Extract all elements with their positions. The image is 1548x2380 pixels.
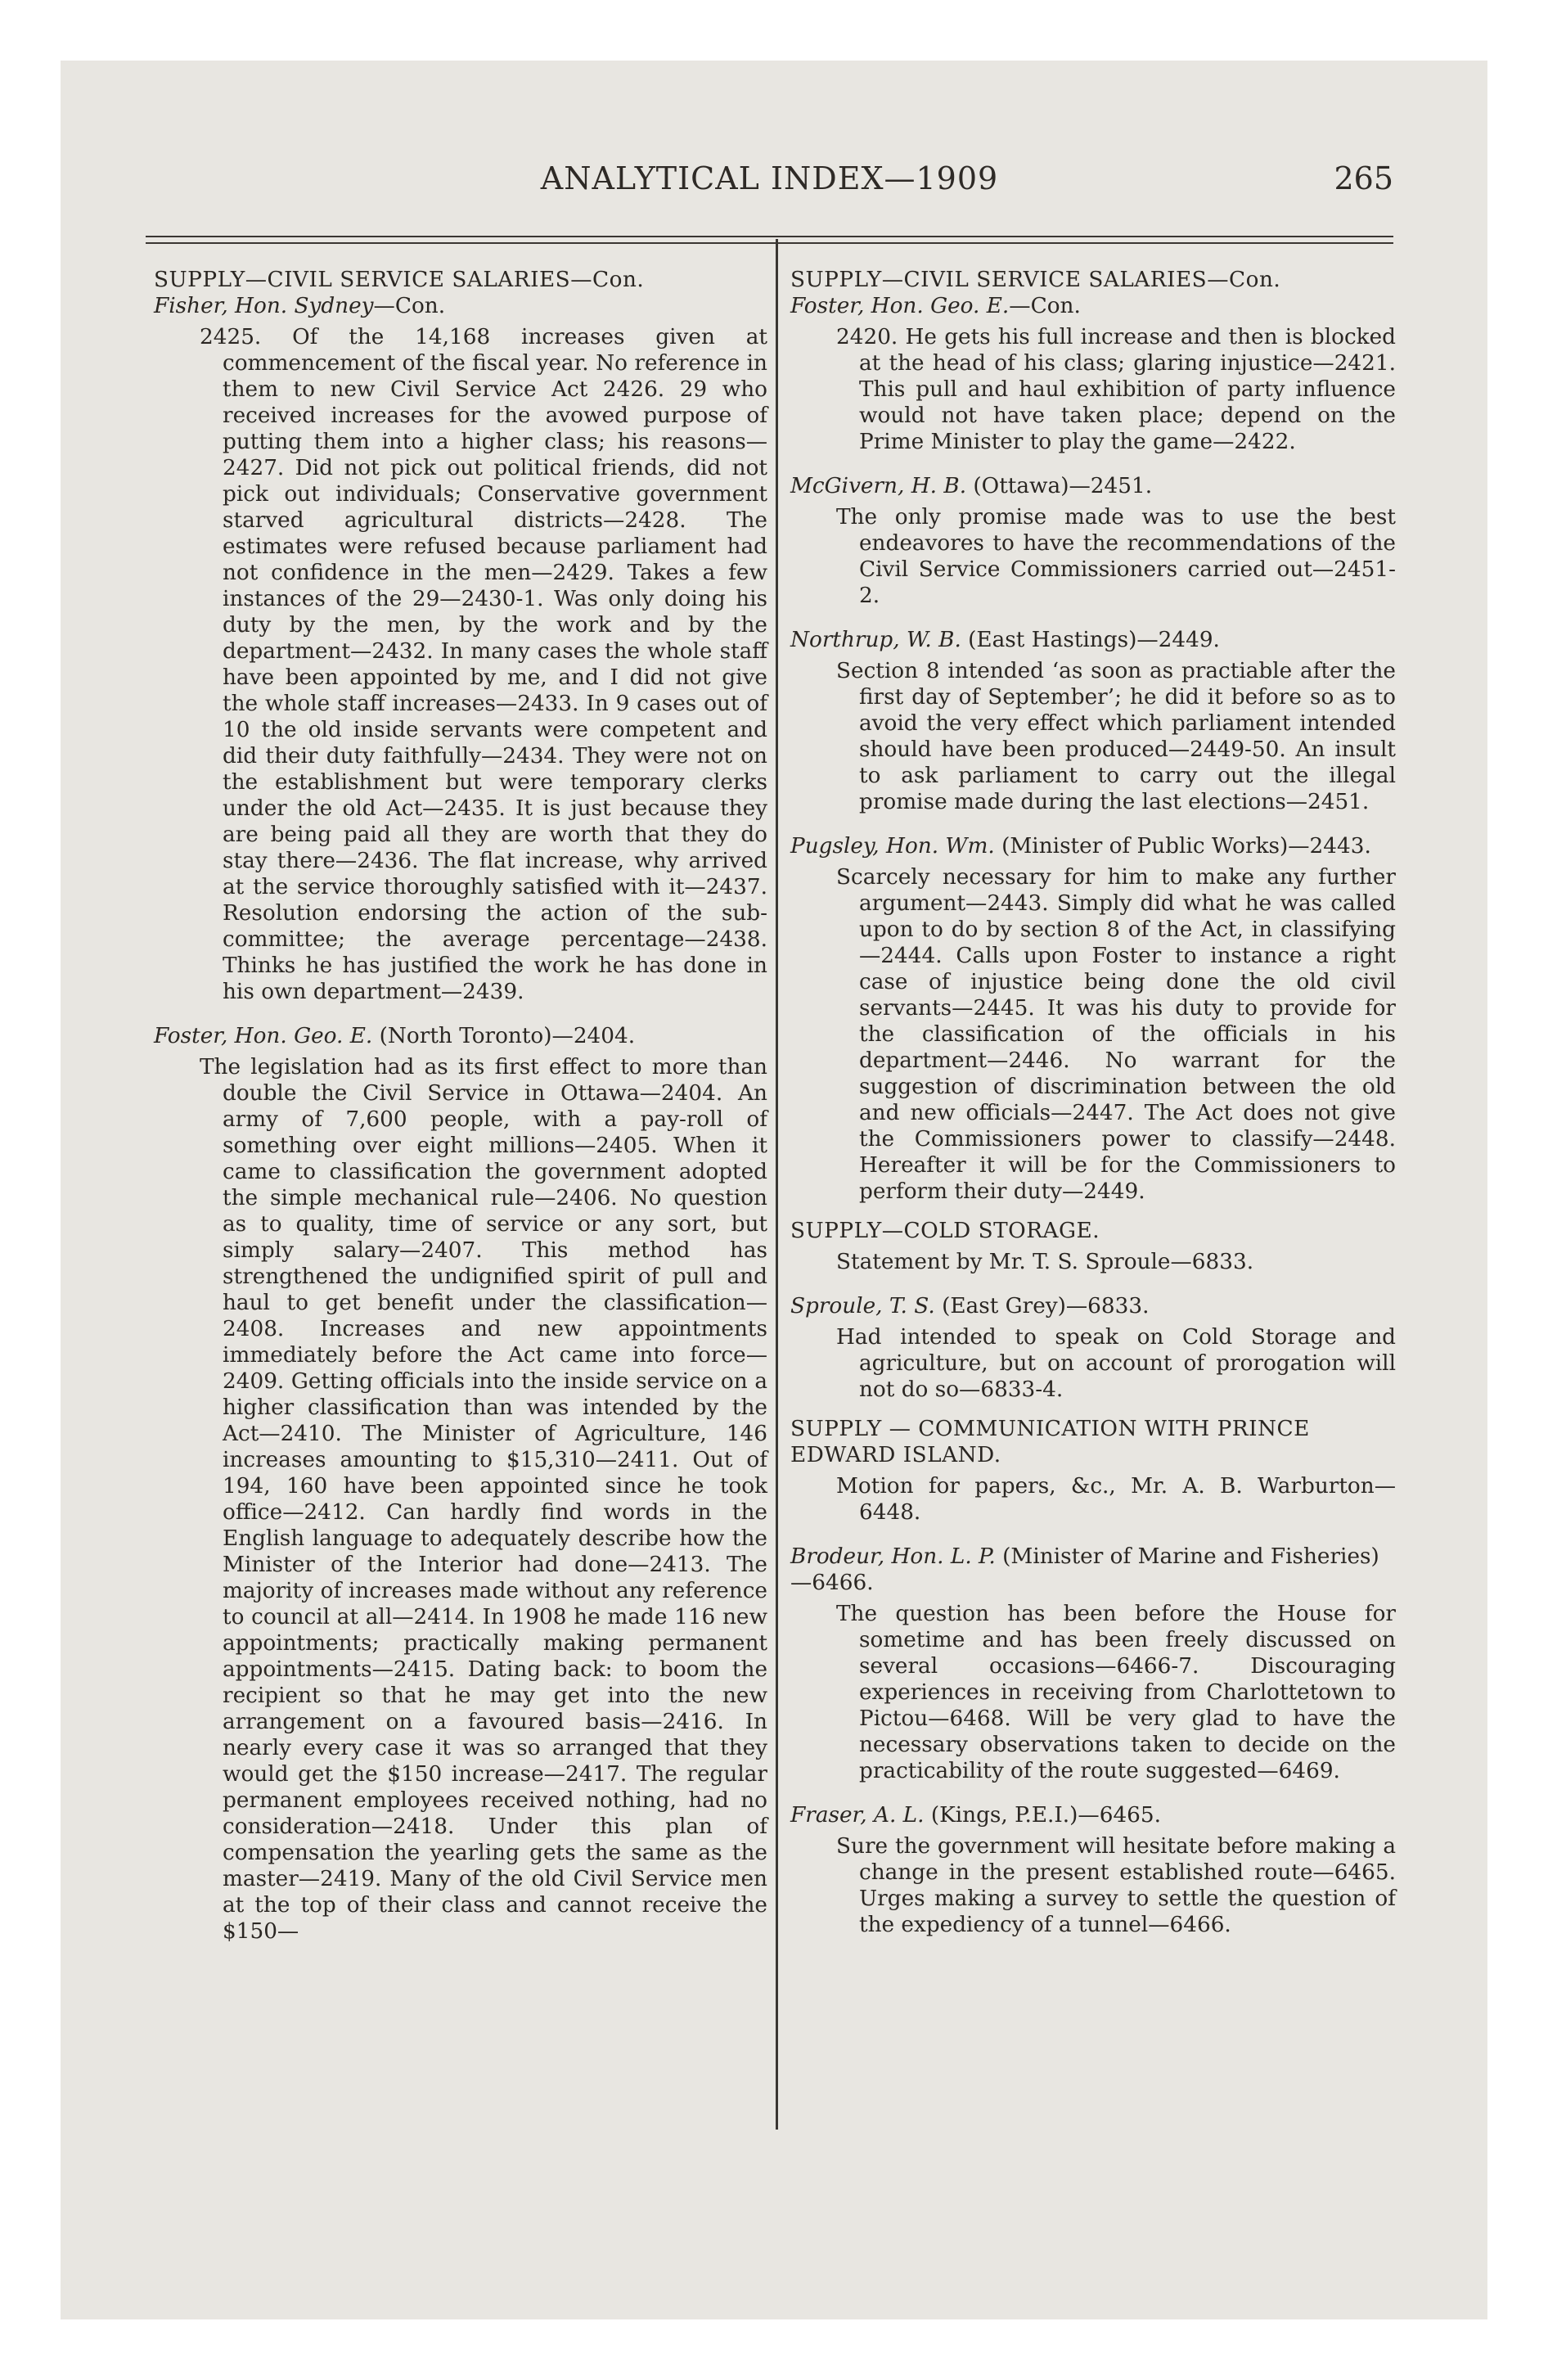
entry-text: The question has been before the House for sometime and has been freely discussed on several occasions—6466-7. Discouraging experiences in receiving from Charlottetown to Pictou—6468. Will be very glad to have the necessary observations taken to decide on the practicability of the route suggested—6469. xyxy=(836,1602,1396,1783)
entry-text: The legislation had as its first effect to more than double the Civil Service in Ottawa—2404. An army of 7,600 people, with a pay-roll of something over eight millions—2405. When it came to classification the government adopted the simple mechanical rule—2406. No question as to quality, time of service or any sort, but simply salary—2407. This method has strengthened the undignified spirit of pull and haul to get benefit under the classification—2408. Increases and new appointments immediately before the Act came into force—2409. Getting officials into the inside service on a higher classification than was intended by the Act—2410. The Minister of Agriculture, 146 increases amounting to $15,310—2411. Out of 194, 160 have been appointed since he took office—2412. Can hardly find words in the English language to adequately describe how the Minister of the Interior had done—2413. The majority of increases made without any reference to council at all—2414. In 1908 he made 116 new appointments; practically making permanent appointments—2415. Dating back: to boom the recipient so that he may get into the new arrangement on a favoured basis—2416. In nearly every case it was so arranged that they would get the $150 increase—2417. The regular permanent employees received nothing, had no consideration—2418. Under this plan of compensation the yearling gets the same as the master—2419. Many of the old Civil Service men at the top of their class and cannot receive the $150— xyxy=(200,1055,767,1944)
left-column xyxy=(154,267,767,1945)
page-header xyxy=(146,160,1393,210)
speaker-name: McGivern, H. B. (Ottawa)—2451. xyxy=(790,474,1153,498)
page-number: 265 xyxy=(1334,160,1393,196)
running-title: ANALYTICAL INDEX—1909 xyxy=(540,160,999,196)
header-rule-top xyxy=(146,236,1393,237)
header-rule-bottom xyxy=(146,242,1393,244)
motion-text: Motion for papers, &c., Mr. A. B. Warburton—6448. xyxy=(836,1474,1396,1525)
section-heading: SUPPLY—CIVIL SERVICE SALARIES—Con. xyxy=(790,268,1281,292)
speaker-name: Foster, Hon. Geo. E.—Con. xyxy=(790,294,1081,318)
speaker-name: Foster, Hon. Geo. E. (North Toronto)—2404. xyxy=(154,1024,636,1048)
right-column xyxy=(790,267,1396,1938)
column-divider xyxy=(776,239,778,2130)
entry-text: 2420. He gets his full increase and then is blocked at the head of his class; glaring injustice—2421. This pull and haul exhibition of party influence would not have taken place; depend on the Prime Minister to play the game—2422. xyxy=(836,325,1396,454)
entry-text: Sure the government will hesitate before making a change in the present established route—6465. Urges making a survey to settle the question of the expediency of a tunnel—6466. xyxy=(836,1834,1396,1937)
entry-text: Section 8 intended ‘as soon as practiable after the first day of September’; he did it before so as to avoid the very effect which parliament intended should have been produced—2449-50. An insult to ask parliament to carry out the illegal promise made during the last elections—2451. xyxy=(836,659,1396,814)
section-heading: SUPPLY — COMMUNICATION WITH PRINCE EDWARD ISLAND. xyxy=(790,1417,1310,1467)
section-heading: SUPPLY—CIVIL SERVICE SALARIES—Con. xyxy=(154,268,645,292)
entry-text: 2425. Of the 14,168 increases given at commencement of the fiscal year. No reference in them to new Civil Service Act 2426. 29 who received increases for the avowed purpose of putting them into a higher class; his reasons—2427. Did not pick out political friends, did not pick out individuals; Conservative government starved agricultural districts—2428. The estimates were refused because parliament had not confidence in the men—2429. Takes a few instances of the 29—2430-1. Was only doing his duty by the men, by the work and by the department—2432. In many cases the whole staff have been appointed by me, and I did not give the whole staff increases—2433. In 9 cases out of 10 the old inside servants were competent and did their duty faithfully—2434. They were not on the establishment but were temporary clerks under the old Act—2435. It is just because they are being paid all they are worth that they do stay there—2436. The flat increase, why arrived at the service thoroughly satisfied with it—2437. Resolution endorsing the action of the sub-committee; the average percentage—2438. Thinks he has justified the work he has done in his own department—2439. xyxy=(200,325,767,1004)
section-heading: SUPPLY—COLD STORAGE. xyxy=(790,1219,1100,1243)
entry-text: The only promise made was to use the best endeavores to have the recommendations of the Civil Service Commissioners carried out—2451-2. xyxy=(836,505,1396,608)
speaker-name: Northrup, W. B. (East Hastings)—2449. xyxy=(790,628,1220,652)
speaker-name: Fisher, Hon. Sydney—Con. xyxy=(154,294,446,318)
speaker-name: Pugsley, Hon. Wm. (Minister of Public Works)—2443. xyxy=(790,834,1371,859)
entry-text: Had intended to speak on Cold Storage and agriculture, but on account of prorogation will not do so—6833-4. xyxy=(836,1325,1396,1402)
statement-text: Statement by Mr. T. S. Sproule—6833. xyxy=(836,1250,1254,1274)
entry-text: Scarcely necessary for him to make any further argument—2443. Simply did what he was called upon to do by section 8 of the Act, in classifying—2444. Calls upon Foster to instance a right case of injustice being done the old civil servants—2445. It was his duty to provide for the classification of the officials in his department—2446. No warrant for the suggestion of discrimination between the old and new officials—2447. The Act does not give the Commissioners power to classify—2448. Hereafter it will be for the Commissioners to perform their duty—2449. xyxy=(836,865,1396,1204)
speaker-name: Sproule, T. S. (East Grey)—6833. xyxy=(790,1294,1150,1318)
speaker-name: Fraser, A. L. (Kings, P.E.I.)—6465. xyxy=(790,1803,1162,1828)
speaker-name: Brodeur, Hon. L. P. (Minister of Marine and Fisheries)—6466. xyxy=(790,1544,1379,1595)
